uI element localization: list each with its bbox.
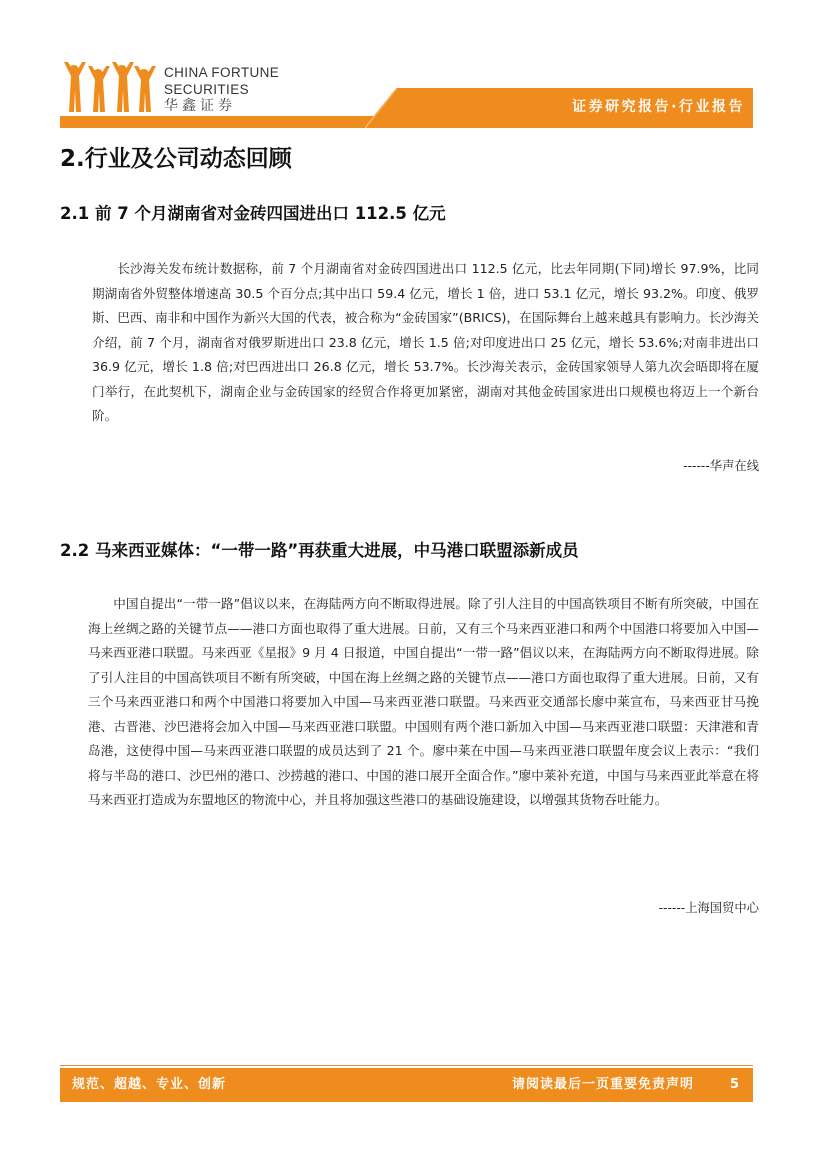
subsection-1-body: 长沙海关发布统计数据称，前 7 个月湖南省对金砖四国进出口 112.5 亿元，比去年同期(下同)增长 97.9%，比同期湖南省外贸整体增速高 30.5 个百分点;其中出口 59.4 亿元，增长 1 倍，进口 53.1 亿元，增长 93.2%。印度、俄罗斯、巴西、南非和中国作为新兴大国的代表，被合称为“金砖国家”(BRICS)，在国际舞台上越来越具有影响力。长沙海关介绍，前 7 个月，湖南省对俄罗斯进出口 23.8 亿元，增长 1.5 倍;对印度进出口 25 亿元，增长 53.6%;对南非进出口 36.9 亿元，增长 1.8 倍;对巴西进出口 26.8 亿元，增长 53.7%。长沙海关表示，金砖国家领导人第九次会晤即将在厦门举行，在此契机下，湖南企业与金砖国家的经贸合作将更加紧密，湖南对其他金砖国家进出口规模也将迈上一个新台阶。 — [92, 261, 759, 423]
brand-name-chinese: 华鑫证券 — [164, 98, 236, 114]
footer-slogan: 规范、超越、专业、创新 — [72, 1077, 227, 1092]
four-figures-logo — [62, 56, 158, 120]
subsection-1-source: ------华声在线 — [683, 459, 759, 473]
footer-disclaimer-link[interactable]: 请阅读最后一页重要免责声明 — [512, 1077, 695, 1092]
brand-name-english-line1: CHINA FORTUNE — [164, 65, 280, 80]
brand-name-english-line2: SECURITIES — [164, 82, 250, 97]
subsection-1-title: 2.1 前 7 个月湖南省对金砖四国进出口 112.5 亿元 — [60, 204, 446, 223]
subsection-2-body: 中国自提出“一带一路”倡议以来，在海陆两方向不断取得进展。除了引人注目的中国高铁项目不断有所突破，中国在海上丝绸之路的关键节点——港口方面也取得了重大进展。日前，又有三个马来西亚港口和两个中国港口将要加入中国—马来西亚港口联盟。马来西亚《星报》9 月 4 日报道，中国自提出“一带一路”倡议以来，在海陆两方向不断取得进展。除了引人注目的中国高铁项目不断有所突破，中国在海上丝绸之路的关键节点——港口方面也取得了重大进展。日前，又有三个马来西亚港口和两个中国港口将要加入中国—马来西亚港口联盟。马来西亚交通部长廖中莱宣布，马来西亚甘马挽港、古晋港、沙巴港将会加入中国—马来西亚港口联盟。中国则有两个港口新加入中国—马来西亚港口联盟：天津港和青岛港，这使得中国—马来西亚港口联盟的成员达到了 21 个。廖中莱在中国—马来西亚港口联盟年度会议上表示：“我们将与半岛的港口、沙巴州的港口、沙捞越的港口、中国的港口展开全面合作。”廖中莱补充道，中国与马来西亚此举意在将马来西亚打造成为东盟地区的物流中心，并且将加强这些港口的基础设施建设，以增强其货物吞吐能力。 — [88, 596, 759, 807]
subsection-2-source: ------上海国贸中心 — [658, 901, 759, 915]
report-type-label: 证券研究报告·行业报告 — [572, 99, 745, 115]
section-title: 2.行业及公司动态回顾 — [60, 146, 292, 172]
subsection-2-title: 2.2 马来西亚媒体：“一带一路”再获重大进展，中马港口联盟添新成员 — [60, 541, 579, 560]
footer-divider — [60, 1065, 753, 1066]
page-number: 5 — [730, 1077, 740, 1092]
